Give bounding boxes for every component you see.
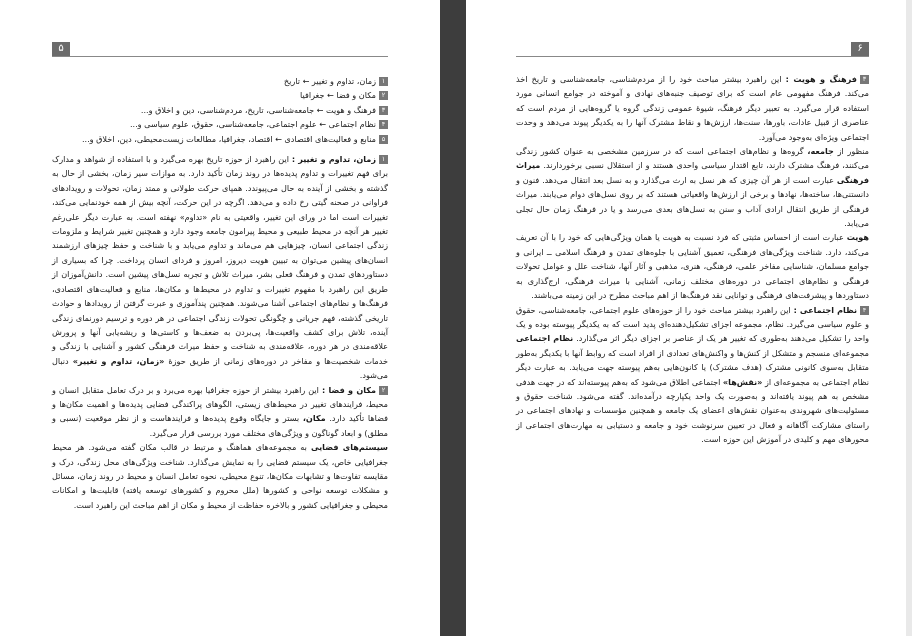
book-gutter xyxy=(440,0,466,636)
emphasis: جامعه، xyxy=(807,146,834,157)
number-badge: ۱ xyxy=(379,155,388,164)
emphasis: میراث فرهنگی xyxy=(516,160,869,185)
paragraph-spatial-systems xyxy=(52,440,388,512)
list-item xyxy=(52,132,388,146)
emphasis: «نقش‌ها» xyxy=(722,376,763,387)
paragraph-text: اجتماعی اطلاق می‌شود که به‌هم پیوسته‌اند که در جهت هدفی مشخص به هم پیوند یافته‌اند و به‌صورت یک واحد یکپارچه درآمده‌اند. گفته می‌شود. شناخت حقوق و مسئولیت‌های شهروندی به‌عنوان نقش‌های اعضای یک جامعه و همچنین مؤسسات و نهادهای اجتماعی در راستای مشارکت آگاهانه و فعال در تعیین سرنوشت خود و جامعه و دستیابی به مهارت‌های اجتماعی از محورهای مهم و کلیدی در آموزش این حوزه است. xyxy=(516,376,869,445)
paragraph-society xyxy=(516,144,869,230)
number-badge: ۱ xyxy=(379,77,388,86)
paragraph-text: این راهبرد بیشتر مباحث خود را از حوزه‌های علوم اجتماعی، جامعه‌شناسی، حقوق و علوم سیاسی می‌گیرد. نظام، مجموعه اجزای تشکیل‌دهنده‌ای پدید است که به یکدیگر پیوسته بوده و یک واحد را تشکیل می‌دهند به‌طوری که تغییر هر یک از عناصر بر اجزای دیگر اثر می‌گذارد. xyxy=(516,304,869,344)
paragraph-text: گروه‌ها و نظام‌های اجتماعی است که در سرزمین مشخصی به عنوان کشور زندگی می‌کنند، فرهنگ مشترک دارند، تابع اقتدار سیاسی واحدی هستند و از استقلال نسبی برخوردارند. xyxy=(516,146,869,171)
page-body xyxy=(52,74,388,512)
section-heading: سیستم‌های فضایی xyxy=(310,442,388,453)
right-page xyxy=(466,0,906,636)
paragraph-text: بستر و جایگاه وقوع پدیده‌ها و فرایندهاست و از نظر موقعیت (نسبی و مطلق) و ابعاد گوناگون و ویژگی‌های مختلف مورد بررسی قرار می‌گیرد. xyxy=(52,413,388,438)
number-badge: ۳ xyxy=(860,75,869,84)
list-item-text: فرهنگ و هویت ← جامعه‌شناسی، تاریخ، مردم‌شناسی، دین و اخلاق و... xyxy=(140,104,376,115)
paragraph-text: منظور از xyxy=(837,146,869,157)
paragraph-text: این راهبرد از حوزه تاریخ بهره می‌گیرد و با استفاده از شواهد و مدارک برای فهم تغییرات و تداوم پدیده‌ها در روند زمان تأکید دارد. به موازات سیر زمان، بخشی از حال به گذشته و بخشی از آینده به حال می‌پیوندد. همپای حرکت طولانی و ممتد زمان، تحولات و رویدادهای فراوانی در صحنه گیتی رخ داده و می‌دهد. اگرچه در این حرکت، آنچه بیش از همه خودنمایی می‌کند، تغییرات است اما در ورای این تغییر، واقعیتی به نام «تداوم» نهفته است. به عبارت دیگر علی‌رغم تغییر هر آنچه در محیط طبیعی و محیط پیرامون جامعه وجود دارد و همچنین تغییر شرایط و ملزومات زندگی اجتماعی انسان، چیزهایی هم می‌ماند و تداوم می‌یابد و با شناخت و حفظ چیزهای ارزشمند انسان‌های پیشین می‌توان به تبیین هویت دیروز، امروز و فردای انسان پرداخت. چرا که بسیاری از دستاوردهای تمدن و فرهنگ فعلی بشر، میراث تلاش و تجربه نسل‌های پیشین است. دانش‌آموزان از طریق این راهبرد با مفهوم تغییرات و تداوم در محیط‌ها و مکان‌ها، منابع و فعالیت‌های اقتصادی، فرهنگ‌ها و نظام‌های اجتماعی آشنا می‌شوند. همچنین پندآموزی و عبرت گرفتن از رویدادها و حوادث تاریخی گذشته، فهم جریانی و چگونگی تحولات زندگی اجتماعی در هر دوره و ترسیم دورنمای زندگی آینده، تلاش برای کشف واقعیت‌ها، پی‌بردن به ضعف‌ها و کاستی‌ها و ریشه‌یابی آنها و پرورش علاقه‌مندی در هر دوره، علاقه‌مندی به شناخت و حفظ میراث فرهنگی کشور و آشنایی با زندگی و خدمات شخصیت‌ها و مفاخر در دوره‌های زمانی از طریق حوزهٔ xyxy=(52,154,389,366)
number-badge: ۲ xyxy=(379,91,388,100)
emphasis: مکان، xyxy=(302,413,326,424)
emphasis: هویت xyxy=(846,232,869,243)
number-badge: ۴ xyxy=(860,306,869,315)
list-item xyxy=(52,88,388,102)
paragraph-text: مجموعه‌ای منسجم و متشکل از کنش‌ها و واکنش‌های تعدادی از افراد است که روابط آنها با یکدیگر به‌طور متقابل به‌سوی کانونی مشترک (هدف مشترک) یا کانون‌هایی به‌هم پیوسته جهت می‌یابد. به عبارت دیگر نظام اجتماعی به مجموعه‌ای از xyxy=(516,347,870,387)
number-badge: ۲ xyxy=(379,386,388,395)
list-item-text: نظام اجتماعی ← علوم اجتماعی، جامعه‌شناسی، حقوق، علوم سیاسی و... xyxy=(129,119,376,130)
list-item xyxy=(52,74,388,88)
list-item-text: مکان و فضا ← جغرافیا xyxy=(300,90,376,101)
emphasis: نظام اجتماعی xyxy=(516,333,574,344)
header-rule xyxy=(516,56,869,57)
paragraph-identity xyxy=(516,230,869,302)
paragraph-text: این راهبرد بیشتر از حوزه جغرافیا بهره می‌برد و بر درک تعامل متقابل انسان و محیط، فرایندهای تغییر در محیط‌های زیستی، الگوهای پراکندگی فضایی پدیده‌ها و اهمیت مکان‌ها و فضاها تأکید دارد. xyxy=(52,384,389,424)
number-badge: ۵ xyxy=(379,135,388,144)
section-heading: نظام اجتماعی : xyxy=(793,304,857,315)
list-item xyxy=(52,103,388,117)
left-page xyxy=(0,0,440,636)
section-heading: زمان، تداوم و تغییر : xyxy=(291,154,376,165)
page-number: ۶ xyxy=(851,42,869,56)
paragraph-text: عبارت است از احساس مثبتی که فرد نسبت به هویت یا همان ویژگی‌هایی که خود را با آن تعریف می‌کند، دارد. شناخت ویژگی‌های فرهنگی، تعمیق آشنایی با جلوه‌های تمدن و فرهنگ اسلامی ــ ایرانی و جوامع مسلمان، شناسایی مفاخر علمی، فرهنگی، هنری، مذهبی و آثار آنها، شناخت علل و عوامل تحولات فرهنگی و نظام‌های اجتماعی در دوره‌های مختلف زمانی، آشنایی با میراث فرهنگی، ارج‌گذاری به دستاوردها و پیشرفت‌های فرهنگی و توانایی نقد فرهنگ‌ها از اهم مباحث مطرح در این زمینه می‌باشند. xyxy=(516,232,869,301)
paragraph-text: این راهبرد بیشتر مباحث خود را از مردم‌شناسی، جامعه‌شناسی و تاریخ اخذ می‌کند. فرهنگ مفهومی عام است که برای توصیف جنبه‌های نهادی و آموخته در جوامع انسانی مورد استفاده قرار می‌گیرد. به تعبیر دیگر فرهنگ، شیوهٔ عمومی زندگی گروه یا گروه‌هایی از مردم است که عناصری از قبیل عادات، باورها، سنت‌ها، ارزش‌ها و نقاط مشترک آنها را به یکدیگر پیوند می‌دهد و وحدت اجتماعی ویژه‌ای به‌وجود می‌آورد. xyxy=(516,74,869,142)
paragraph-social-system xyxy=(516,303,869,447)
paragraph-text: دنبال می‌شود. xyxy=(52,355,388,381)
header-rule xyxy=(52,56,388,57)
paragraph-culture xyxy=(516,72,869,144)
section-heading: فرهنگ و هویت : xyxy=(785,74,857,84)
number-badge: ۳ xyxy=(379,106,388,115)
paragraph-text: به مجموعه‌های هماهنگ و مرتبط در قالب مکان گفته می‌شود. هر محیط جغرافیایی خاص، یک سیستم فضایی را به نمایش می‌گذارد. شناخت ویژگی‌های محل زندگی، درک و مقایسه تفاوت‌ها و تشابهات مکان‌ها، تنوع محیطی، نحوه تعامل انسان و محیط در روند زمان، مسائل و مشکلات توسعه نواحی و کشورها (ملل محروم و کشورهای توسعه یافته) قابلیت‌ها و امکانات محیطی و جغرافیایی کشور و بالاخره حفاظت از محیط و مکان از اهم مباحث این راهبرد است. xyxy=(52,442,388,510)
section-heading: مکان و فضا : xyxy=(321,384,376,395)
strategy-list xyxy=(52,74,388,146)
page-number: ۵ xyxy=(52,42,70,56)
paragraph-place xyxy=(52,383,388,441)
paragraph-time xyxy=(52,152,388,383)
list-item-text: منابع و فعالیت‌های اقتصادی ← اقتصاد، جغرافیا، مطالعات زیست‌محیطی، دین، اخلاق و... xyxy=(81,133,376,144)
list-item-text: زمان، تداوم و تغییر ← تاریخ xyxy=(283,76,376,86)
page-body xyxy=(516,72,869,447)
paragraph-text: عبارت است از هر آن چیزی که هر نسل به ارث می‌گذارد و به نسل بعد انتقال می‌دهد. فنون و دانستنی‌ها، ساخته‌ها، نهادها و برخی از ارزش‌ها واقعیاتی هستند که بر روی نسل‌های دوام می‌یابند. میراث فرهنگی از طریق انتقال ارادی آداب و سنن به نسل‌های بعدی می‌رسد و یا در فرهنگ زمان حال تجلی می‌یابد. xyxy=(516,174,869,229)
emphasis: «زمان، تداوم و تغییر» xyxy=(72,355,165,366)
list-item xyxy=(52,117,388,131)
number-badge: ۴ xyxy=(379,120,388,129)
